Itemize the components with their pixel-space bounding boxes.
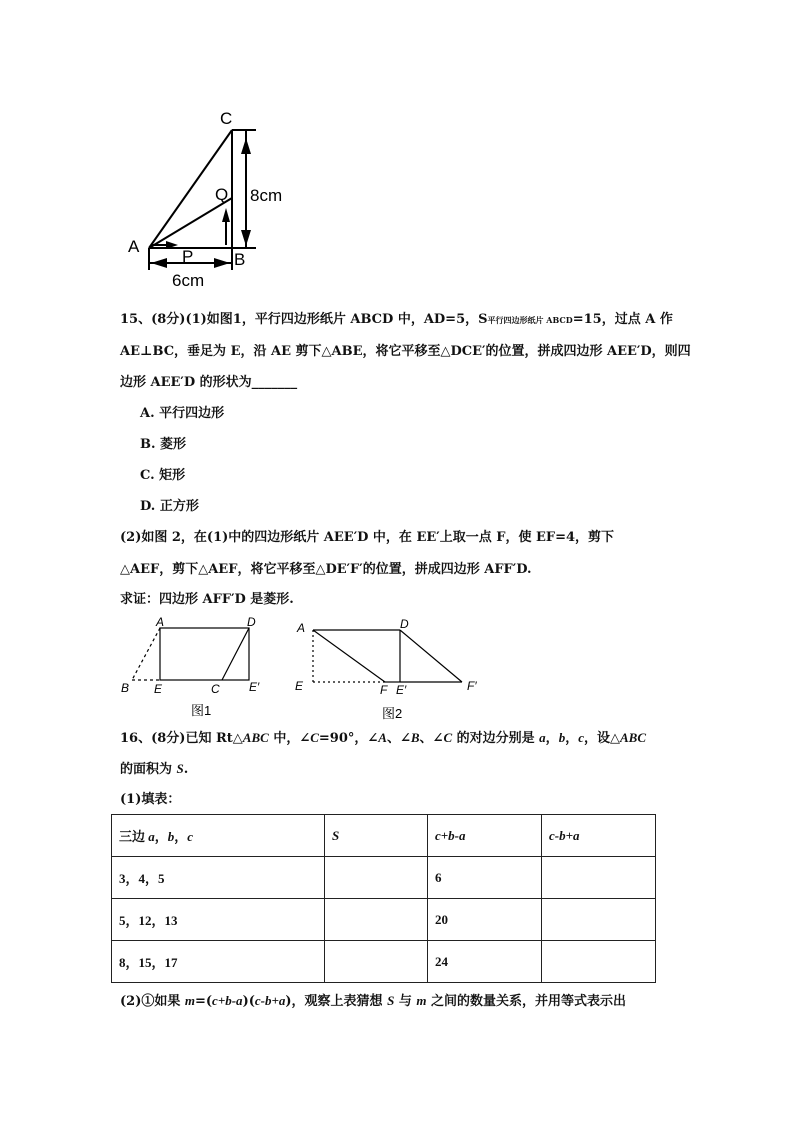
q15-line2: AE⊥BC，垂足为 E，沿 AE 剪下△ABE，将它平移至△DCE′的位置，拼成四边形 AEE′D，则四 [120, 344, 691, 359]
dim-arrow-down [241, 230, 251, 246]
header-s: S [325, 815, 428, 857]
cell-c3: 20 [428, 899, 542, 941]
header-sides: 三边 a，b，c [112, 815, 325, 857]
dim-arrow-left [151, 258, 167, 268]
label-p: P [182, 247, 194, 266]
label-q: Q [215, 185, 229, 204]
cell-c4 [542, 899, 656, 941]
fig1-ab-dashed [132, 628, 160, 680]
cell-sides: 8，15，17 [112, 941, 325, 983]
q15-option-b: B. 菱形 [140, 437, 187, 452]
label-c: C [220, 109, 233, 128]
fig2-label-a: A [297, 621, 306, 635]
fig2-df2 [400, 630, 462, 682]
figure-2 [290, 612, 490, 722]
dim-arrow-up [241, 138, 251, 154]
q15-subscript: 平行四边形纸片 ABCD [487, 315, 573, 325]
fig1-label-e: E [154, 682, 163, 696]
q15-option-d: D. 正方形 [140, 499, 199, 514]
q15-part2-line3: 求证：四边形 AFF′D 是菱形. [120, 592, 294, 607]
q15-option-a: A. 平行四边形 [140, 406, 225, 421]
cell-c4 [542, 857, 656, 899]
table-row [112, 941, 656, 983]
dim-horizontal-text: 6cm [172, 271, 205, 290]
fig2-label-d: D [400, 617, 409, 631]
top-figure [120, 100, 290, 295]
fig2-label-f: F [380, 683, 388, 697]
fig2-label-f-prime: F′ [467, 679, 477, 693]
table-header-row [112, 815, 656, 857]
q16-line1: 16、(8分)已知 Rt△ABC 中，∠C=90°，∠A、∠B、∠C 的对边分别是 a，b，c，设△ABC [120, 730, 646, 746]
cell-c3: 24 [428, 941, 542, 983]
q16-line2: 的面积为 S. [120, 761, 189, 777]
header-c-minus-b-plus-a: c-b+a [542, 815, 656, 857]
header-c-plus-b-minus-a: c+b-a [428, 815, 542, 857]
fig2-af [313, 630, 385, 682]
cell-s [325, 941, 428, 983]
fig1-label-d: D [247, 615, 256, 629]
label-b: B [234, 250, 246, 269]
cell-c4 [542, 941, 656, 983]
q16-fill-label: (1)填表： [120, 792, 181, 807]
fig1-dc [222, 628, 249, 680]
dim-arrow-right [214, 258, 230, 268]
cell-s [325, 857, 428, 899]
table-row [112, 899, 656, 941]
fig1-label-b: B [121, 681, 130, 695]
q15-line1: 15、(8分)(1)如图1，平行四边形纸片 ABCD 中，AD=5，S平行四边形纸片 ABCD=15，过点 A 作 [120, 312, 673, 327]
cell-sides: 5，12，13 [112, 899, 325, 941]
q15-part2-line2: △AEF，剪下△AEF，将它平移至△DE′F′的位置，拼成四边形 AFF′D. [120, 562, 532, 577]
label-a: A [128, 237, 140, 256]
fig2-label-e-prime: E′ [396, 683, 407, 697]
q-arrow-head [222, 208, 230, 222]
table-row [112, 857, 656, 899]
figure-1 [112, 612, 272, 722]
q16-part2-line1: (2)①如果 m=(c+b-a)(c-b+a)，观察上表猜想 S 与 m 之间的数量关系，并用等式表示出 [120, 993, 627, 1009]
cell-s [325, 899, 428, 941]
fig1-label-a: A [156, 615, 165, 629]
fig2-caption: 图2 [382, 706, 403, 721]
q16-table [111, 814, 656, 983]
cell-sides: 3，4，5 [112, 857, 325, 899]
fig1-caption: 图1 [191, 703, 212, 718]
q15-line3: 边形 AEE′D 的形状为_______ [120, 375, 298, 390]
segment-pq [149, 198, 232, 248]
fig1-label-c: C [211, 682, 220, 696]
fig1-label-e-prime: E′ [249, 680, 260, 694]
dim-vertical-text: 8cm [250, 186, 283, 205]
q15-option-c: C. 矩形 [140, 468, 186, 483]
cell-c3: 6 [428, 857, 542, 899]
q15-part2-line1: (2)如图 2，在(1)中的四边形纸片 AEE′D 中，在 EE′上取一点 F，使 EF=4，剪下 [120, 530, 615, 545]
fig2-label-e: E [295, 679, 304, 693]
